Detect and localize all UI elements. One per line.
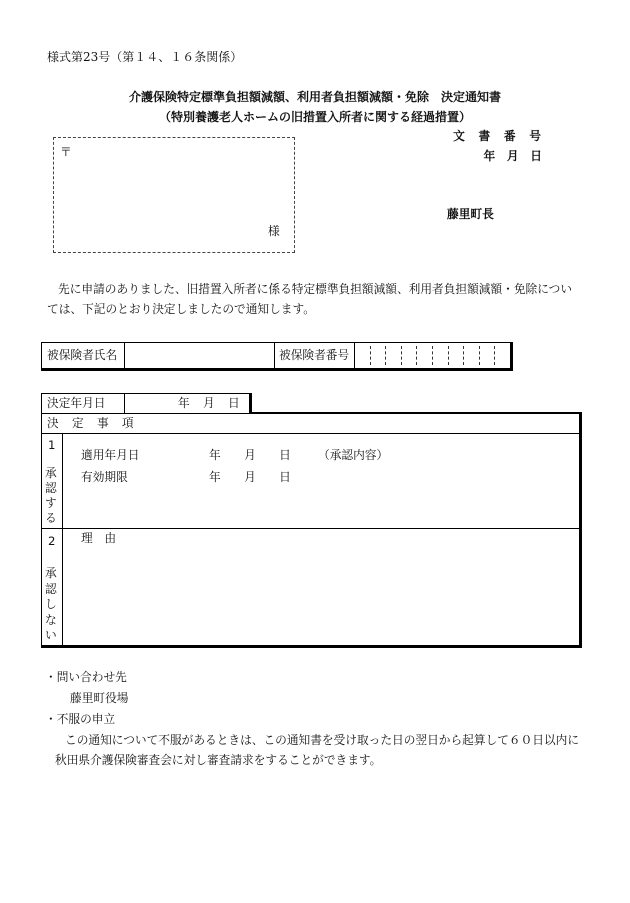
approve-section [42,434,579,529]
insured-name-label: 被保険者氏名 [42,343,125,368]
deny-number: 2 [48,534,56,548]
document-subtitle: （特別養護老人ホームの旧措置入所者に関する経過措置） [158,110,471,124]
contact-name: 藤里町役場 [70,691,129,705]
insured-name-field [125,343,275,368]
contact-heading: ・問い合わせ先 [45,670,127,684]
approval-content-note: （承認内容） [318,448,389,462]
body-line-1: 先に申請のありました、旧措置入所者に係る特定標準負担額減額、利用者負担額減額・免除につい [58,282,573,296]
deny-section [42,529,579,645]
postal-mark: 〒 [60,145,72,159]
deny-label: 承認しない [45,566,57,642]
document-number-label: 文 書 番 号 [453,129,542,143]
appeal-line-2: 秋田県介護保険審査会に対し審査請求をすることができます。 [55,753,382,767]
reason-label: 理 由 [81,531,117,545]
digit-box [479,346,495,365]
approve-label: 承認する [45,466,57,525]
decision-date-label: 決定年月日 [42,394,125,413]
decision-date-tab [41,393,252,413]
issue-date-label: 年 月 日 [483,149,542,163]
valid-period-value: 年 月 日 [209,470,291,484]
apply-date-label: 適用年月日 [81,448,140,462]
apply-date-value: 年 月 日 [209,448,291,462]
digit-box [416,346,432,365]
digit-box [401,346,417,365]
recipient-address-box [53,137,295,253]
decision-table [41,413,582,648]
appeal-line-1: この通知について不服があるときは、この通知書を受け取った日の翌日から起算して６０日以内に [65,733,580,747]
digit-box [448,346,464,365]
valid-period-label: 有効期限 [81,470,128,484]
digit-box [385,346,401,365]
digit-box [463,346,479,365]
decision-items-header: 決 定 事 項 [42,414,579,434]
form-number: 様式第23号（第１４、１６条関係） [47,50,243,64]
recipient-honorific: 様 [268,224,280,238]
approve-number: 1 [48,438,56,452]
issuer-name: 藤里町長 [447,207,494,221]
digit-box [355,346,370,365]
insured-number-field [355,343,510,368]
insured-person-table [41,342,513,371]
decision-date-value: 年 月 日 [178,395,241,410]
body-line-2: ては、下記のとおり決定しましたので通知します。 [47,302,315,316]
digit-box [432,346,448,365]
appeal-heading: ・不服の申立 [45,712,116,726]
digit-box [370,346,386,365]
digit-box [494,346,510,365]
insured-number-label: 被保険者番号 [275,343,355,368]
document-title: 介護保険特定標準負担額減額、利用者負担額減額・免除 決定通知書 [128,90,501,104]
